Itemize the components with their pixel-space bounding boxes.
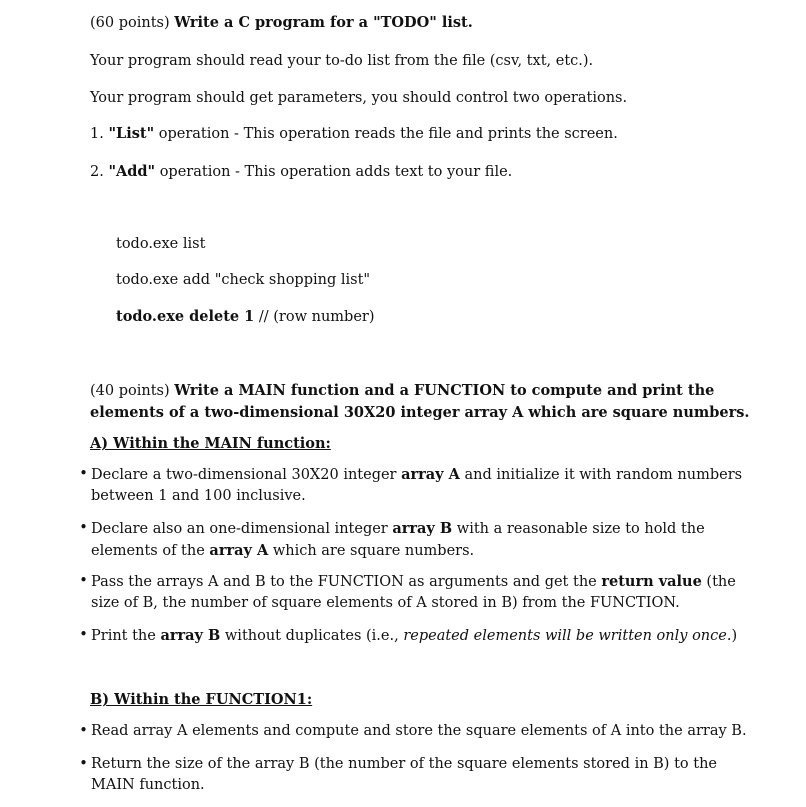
text-run: without duplicates (i.e., <box>220 628 404 644</box>
bullet-declare-array-b <box>76 518 756 562</box>
command-example-add: todo.exe add "check shopping list" <box>116 272 371 288</box>
question1-heading <box>90 12 473 34</box>
text-run: Declare a two-dimensional 30X20 integer <box>91 467 402 483</box>
question1-item-add <box>90 161 512 183</box>
bullet-text <box>91 625 756 647</box>
bullet-icon: • <box>79 627 88 643</box>
bullet-declare-array-a <box>76 464 756 507</box>
question1-item-list <box>90 123 618 145</box>
question1-points: (60 points) <box>90 15 170 31</box>
bullet-text <box>91 518 756 562</box>
bullet-read-array-a <box>76 721 756 742</box>
command-delete-comment: // (row number) <box>254 309 375 325</box>
text-run: Print the <box>91 628 161 644</box>
item-keyword: "List" <box>108 125 155 142</box>
command-delete-text: todo.exe delete 1 <box>116 308 255 325</box>
question2-points: (40 points) <box>90 383 170 399</box>
bullet-text: Return the size of the array B (the number of the square elements stored in B) to the MAIN function. <box>91 756 717 793</box>
bullet-icon: • <box>79 756 88 772</box>
text-run: and initialize it with random numbers between 1 and 100 inclusive. <box>91 467 743 504</box>
question2-title: Write a MAIN function and a FUNCTION to compute and print the elements of a two-dimensional 30X20 integer array A which are square numbers. <box>90 382 750 421</box>
item-number: 2. <box>90 164 109 180</box>
bullet-text: Read array A elements and compute and store the square elements of A into the array B. <box>91 723 747 739</box>
question1-paragraph-parameters: Your program should get parameters, you should control two operations. <box>90 90 628 106</box>
bullet-icon: • <box>79 723 88 739</box>
text-run: which are square numbers. <box>268 543 475 559</box>
item-description: operation - This operation adds text to your file. <box>155 164 513 180</box>
text-run: (the size of B, the number of square elements of A stored in B) from the FUNCTION. <box>91 574 736 611</box>
text-run: Declare also an one-dimensional integer <box>91 521 393 537</box>
text-run: Pass the arrays A and B to the FUNCTION as arguments and get the <box>91 574 602 590</box>
item-keyword: "Add" <box>108 163 156 180</box>
bullet-text <box>91 571 756 614</box>
question1-title: Write a C program for a "TODO" list. <box>174 14 473 31</box>
section-b-title: B) Within the FUNCTION1: <box>90 691 313 708</box>
bullet-pass-arrays <box>76 571 756 614</box>
text-italic: repeated elements will be written only once. <box>403 628 732 644</box>
bullet-icon: • <box>79 520 88 536</box>
item-number: 1. <box>90 126 109 142</box>
text-bold: array B <box>392 520 453 537</box>
text-bold: return value <box>601 573 702 590</box>
bullet-print-array-b <box>76 625 756 647</box>
question2-heading <box>90 380 760 424</box>
bullet-text <box>91 464 756 507</box>
text-bold: array B <box>160 627 221 644</box>
section-a-title: A) Within the MAIN function: <box>90 435 331 452</box>
bullet-return-size <box>76 754 756 796</box>
section-b-heading <box>90 689 312 711</box>
bullet-icon: • <box>79 573 88 589</box>
text-bold: array A <box>401 466 460 483</box>
text-run: ) <box>731 628 738 644</box>
text-bold: array A <box>209 542 269 559</box>
section-a-heading <box>90 433 331 455</box>
bullet-icon: • <box>79 466 88 482</box>
item-description: operation - This operation reads the file and prints the screen. <box>154 126 618 142</box>
command-example-list: todo.exe list <box>116 236 206 252</box>
text-run: with a reasonable size to hold the elements of the <box>91 521 705 559</box>
command-example-delete <box>116 306 375 328</box>
question1-paragraph-read-file: Your program should read your to-do list from the file (csv, txt, etc.). <box>90 53 594 69</box>
